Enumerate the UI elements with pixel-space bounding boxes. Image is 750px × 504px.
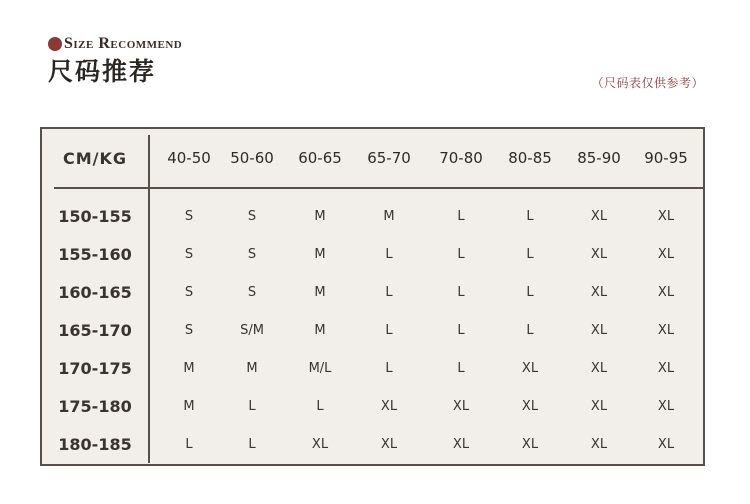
size-cell: L (457, 208, 465, 224)
row-header-height: 170-175 (58, 358, 132, 378)
size-cell: L (248, 436, 256, 452)
size-cell: S/M (240, 322, 264, 338)
size-cell: L (457, 322, 465, 338)
size-cell: XL (590, 398, 608, 414)
size-cell: M (314, 284, 326, 300)
corner-label: CM/KG (62, 148, 128, 168)
size-cell: M (246, 360, 258, 376)
size-cell: XL (657, 208, 675, 224)
size-cell: M (183, 398, 195, 414)
column-header-weight: 85-90 (577, 149, 621, 167)
size-cell: XL (657, 436, 675, 452)
size-cell: L (526, 246, 534, 262)
column-header-weight: 90-95 (644, 149, 688, 167)
size-cell: S (184, 208, 194, 224)
size-cell: M (314, 208, 326, 224)
size-cell: S (247, 284, 257, 300)
size-cell: S (247, 208, 257, 224)
size-cell: XL (657, 284, 675, 300)
size-cell: XL (657, 398, 675, 414)
size-cell: XL (657, 322, 675, 338)
size-cell: L (385, 284, 393, 300)
row-header-height: 175-180 (58, 396, 132, 416)
size-cell: XL (521, 360, 539, 376)
column-header-weight: 40-50 (167, 149, 211, 167)
size-cell: L (316, 398, 324, 414)
size-cell: XL (311, 436, 329, 452)
size-cell: XL (521, 436, 539, 452)
size-cell: L (248, 398, 256, 414)
row-header-height: 150-155 (58, 206, 132, 226)
size-cell: L (385, 360, 393, 376)
row-header-height: 155-160 (58, 244, 132, 264)
title-english (48, 34, 182, 54)
size-cell: L (457, 284, 465, 300)
size-cell: L (457, 246, 465, 262)
size-cell: XL (452, 436, 470, 452)
vertical-divider (148, 135, 150, 463)
row-header-height: 160-165 (58, 282, 132, 302)
title-english-text: Size Recommend (64, 35, 183, 52)
size-cell: XL (590, 284, 608, 300)
size-cell: XL (590, 208, 608, 224)
horizontal-divider (54, 187, 704, 189)
column-header-weight: 60-65 (298, 149, 342, 167)
size-cell: L (185, 436, 193, 452)
size-cell: XL (590, 436, 608, 452)
size-cell: M/L (308, 360, 332, 376)
size-cell: S (247, 246, 257, 262)
size-cell: M (314, 322, 326, 338)
reference-note: （尺码表仅供参考） (591, 76, 704, 90)
size-cell: L (526, 322, 534, 338)
size-table (40, 127, 705, 466)
size-cell: L (526, 208, 534, 224)
size-cell: XL (380, 398, 398, 414)
bullet-dot-icon (48, 37, 62, 51)
size-cell: S (184, 246, 194, 262)
size-cell: S (184, 284, 194, 300)
size-cell: XL (452, 398, 470, 414)
page-title: 尺码推荐 (48, 57, 157, 86)
size-cell: S (184, 322, 194, 338)
size-cell: XL (521, 398, 539, 414)
size-cell: M (183, 360, 195, 376)
row-header-height: 165-170 (58, 320, 132, 340)
size-cell: XL (590, 360, 608, 376)
size-cell: XL (657, 246, 675, 262)
row-header-height: 180-185 (58, 434, 132, 454)
size-cell: L (526, 284, 534, 300)
size-cell: L (385, 246, 393, 262)
size-cell: L (457, 360, 465, 376)
size-cell: XL (380, 436, 398, 452)
size-cell: XL (590, 322, 608, 338)
size-cell: M (383, 208, 395, 224)
size-cell: XL (657, 360, 675, 376)
column-header-weight: 50-60 (230, 149, 274, 167)
size-cell: L (385, 322, 393, 338)
column-header-weight: 70-80 (439, 149, 483, 167)
size-cell: M (314, 246, 326, 262)
column-header-weight: 80-85 (508, 149, 552, 167)
column-header-weight: 65-70 (367, 149, 411, 167)
header (48, 34, 182, 88)
size-cell: XL (590, 246, 608, 262)
